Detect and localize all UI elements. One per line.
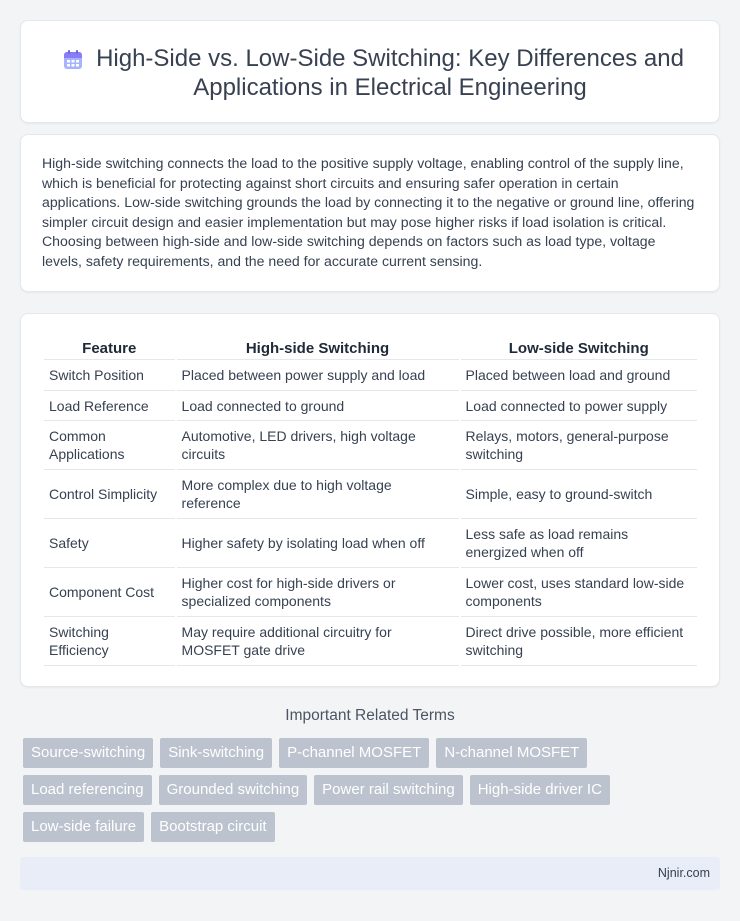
low-side-cell: Less safe as load remains energized when off — [461, 519, 697, 568]
high-side-cell: May require additional circuitry for MOSFET gate drive — [177, 617, 459, 666]
intro-card — [20, 134, 720, 292]
title-wrap — [21, 44, 719, 102]
high-side-cell: More complex due to high voltage reference — [177, 470, 459, 519]
tag-n-channel-mosfet[interactable]: N-channel MOSFET — [436, 738, 587, 768]
feature-cell: Switch Position — [44, 360, 175, 391]
tag-row — [23, 775, 663, 805]
footer-site-link[interactable]: Njnir.com — [657, 866, 710, 880]
tag-bootstrap-circuit[interactable]: Bootstrap circuit — [151, 812, 275, 842]
tag-load-referencing[interactable]: Load referencing — [23, 775, 152, 805]
feature-cell: Load Reference — [44, 391, 175, 421]
feature-cell: Common Applications — [44, 421, 175, 470]
table-row — [44, 391, 697, 421]
low-side-cell: Relays, motors, general-purpose switching — [461, 421, 697, 470]
low-side-cell: Lower cost, uses standard low-side components — [461, 568, 697, 617]
table-row — [44, 568, 697, 617]
feature-cell: Component Cost — [44, 568, 175, 617]
tag-sink-switching[interactable]: Sink-switching — [160, 738, 272, 768]
table-header-row — [44, 334, 697, 360]
related-terms-heading: Important Related Terms — [285, 707, 455, 724]
tag-grounded-switching[interactable]: Grounded switching — [159, 775, 308, 805]
title-card — [20, 20, 720, 123]
footer — [20, 857, 720, 890]
table-row — [44, 617, 697, 666]
high-side-cell: Higher safety by isolating load when off — [177, 519, 459, 568]
tag-source-switching[interactable]: Source-switching — [23, 738, 153, 768]
header-feature: Feature — [44, 334, 175, 360]
tag-row — [23, 738, 663, 768]
low-side-cell: Placed between load and ground — [461, 360, 697, 391]
feature-cell: Switching Efficiency — [44, 617, 175, 666]
tag-low-side-failure[interactable]: Low-side failure — [23, 812, 144, 842]
intro-paragraph: High-side switching connects the load to the positive supply voltage, enabling control of the supply line, which is beneficial for protecting against short circuits and ensuring safer operation in certain applications. Low-side switching grounds the load by connecting it to the negative or ground line, offering simpler circuit design and easier implementation but may pose higher risks if load isolation is critical. Choosing between high-side and low-side switching depends on factors such as load type, voltage levels, safety requirements, and the need for accurate current sensing. — [42, 155, 695, 269]
low-side-cell: Load connected to power supply — [461, 391, 697, 421]
tag-p-channel-mosfet[interactable]: P-channel MOSFET — [279, 738, 429, 768]
table-row — [44, 470, 697, 519]
related-terms-list — [23, 738, 663, 849]
calendar-icon — [61, 48, 85, 72]
high-side-cell: Load connected to ground — [177, 391, 459, 421]
tag-row — [23, 812, 663, 842]
page-title: High-Side vs. Low-Side Switching: Key Differences and Applications in Electrical Engineering — [96, 45, 684, 101]
comparison-card — [20, 313, 720, 687]
high-side-cell: Higher cost for high-side drivers or specialized components — [177, 568, 459, 617]
tag-power-rail-switching[interactable]: Power rail switching — [314, 775, 463, 805]
high-side-cell: Automotive, LED drivers, high voltage circuits — [177, 421, 459, 470]
high-side-cell: Placed between power supply and load — [177, 360, 459, 391]
table-row — [44, 519, 697, 568]
header-low-side: Low-side Switching — [461, 334, 697, 360]
low-side-cell: Simple, easy to ground-switch — [461, 470, 697, 519]
low-side-cell: Direct drive possible, more efficient switching — [461, 617, 697, 666]
feature-cell: Control Simplicity — [44, 470, 175, 519]
table-row — [44, 360, 697, 391]
table-row — [44, 421, 697, 470]
feature-cell: Safety — [44, 519, 175, 568]
tag-high-side-driver-ic[interactable]: High-side driver IC — [470, 775, 610, 805]
comparison-table — [42, 334, 699, 666]
header-high-side: High-side Switching — [177, 334, 459, 360]
